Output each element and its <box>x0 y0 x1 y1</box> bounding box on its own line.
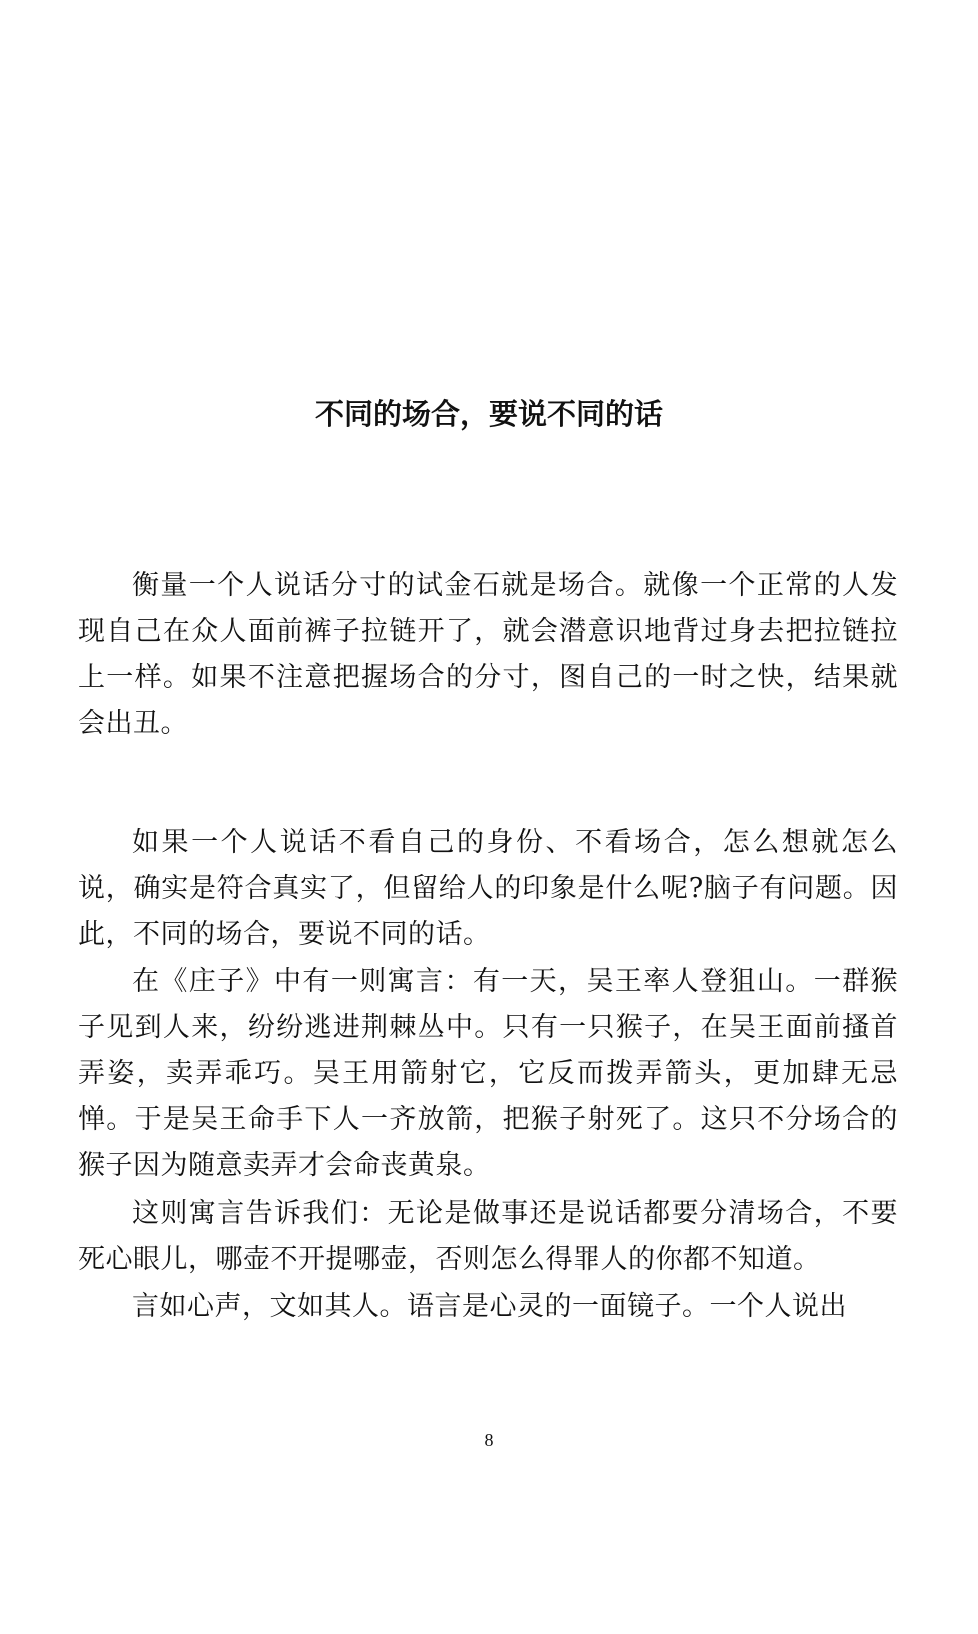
paragraph-3: 在《庄子》中有一则寓言：有一天，吴王率人登狙山。一群猴子见到人来，纷纷逃进荆棘丛中。只有一只猴子，在吴王面前搔首弄姿，卖弄乖巧。吴王用箭射它，它反而拨弄箭头，更加肆无忌惮。于是吴王命手下人一齐放箭，把猴子射死了。这只不分场合的猴子因为随意卖弄才会命丧黄泉。 <box>78 966 898 1181</box>
paragraph-2: 如果一个人说话不看自己的身份、不看场合，怎么想就怎么说，确实是符合真实了，但留给人的印象是什么呢?脑子有问题。因此，不同的场合，要说不同的话。 <box>78 827 898 950</box>
chapter-title: 不同的场合，要说不同的话 <box>314 397 663 431</box>
paragraph-4: 这则寓言告诉我们：无论是做事还是说话都要分清场合，不要死心眼儿，哪壶不开提哪壶，否则怎么得罪人的你都不知道。 <box>78 1198 898 1275</box>
paragraph-1: 衡量一个人说话分寸的试金石就是场合。就像一个正常的人发现自己在众人面前裤子拉链开了，就会潜意识地背过身去把拉链拉上一样。如果不注意把握场合的分寸，图自己的一时之快，结果就会出丑。 <box>78 570 898 739</box>
page-number: 8 <box>484 1430 494 1450</box>
paragraph-5: 言如心声，文如其人。语言是心灵的一面镜子。一个人说出 <box>132 1291 847 1322</box>
